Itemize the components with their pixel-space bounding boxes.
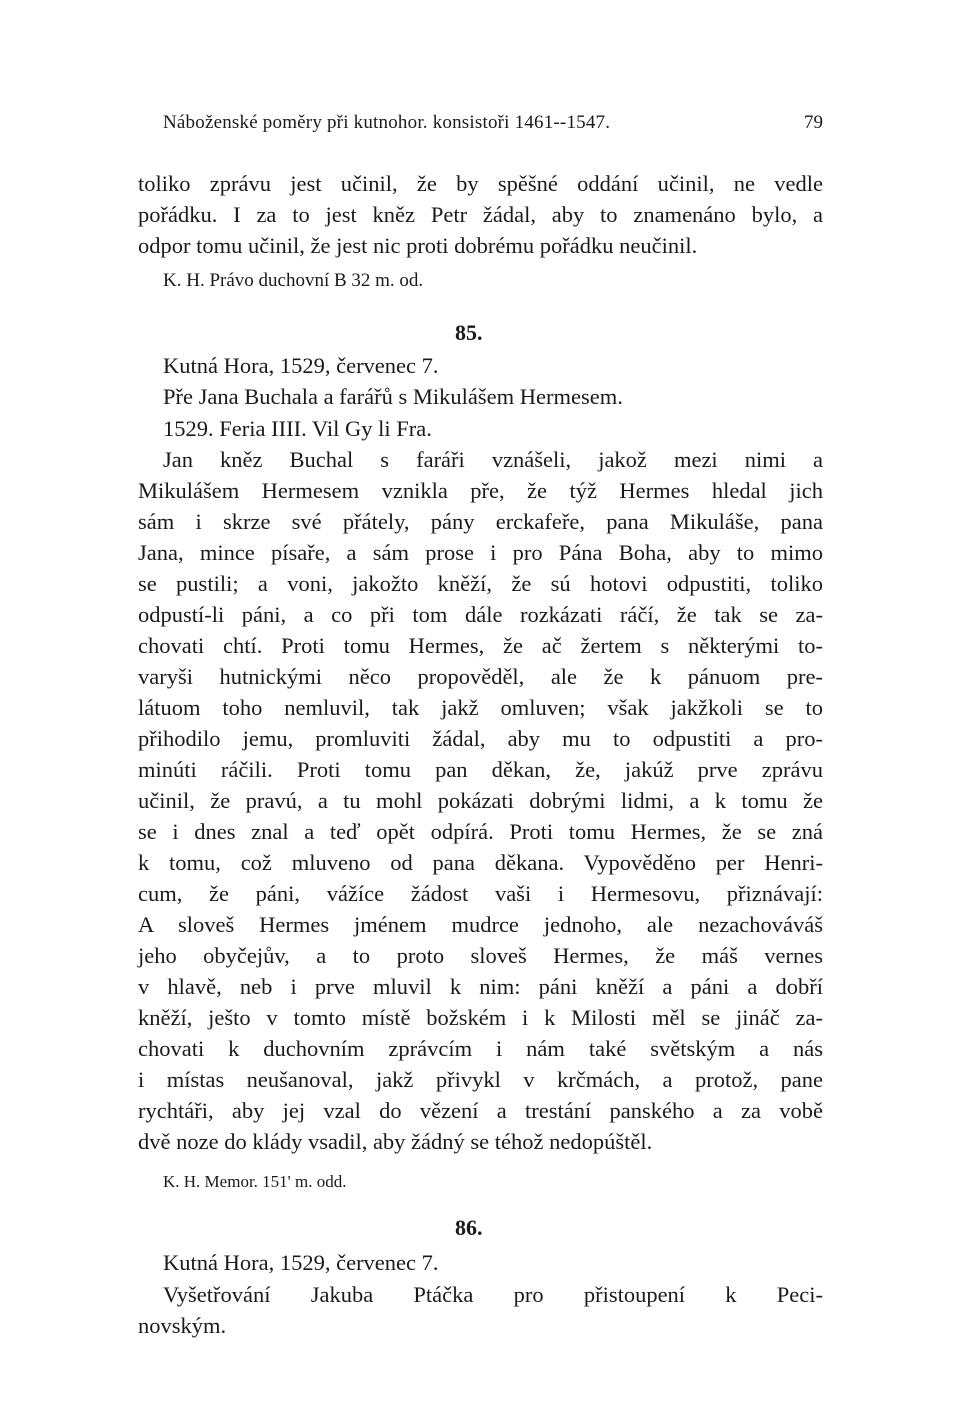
text-line: pořádku. I za to jest kněz Petr žádal, aby to znamenáno bylo, a	[138, 202, 823, 227]
body-line: kněží, ješto v tomto místě božském i k Milosti měl se jináč za-	[138, 1005, 823, 1030]
document-date: Kutná Hora, 1529, červenec 7.	[163, 353, 439, 378]
body-line: varyši hutnickými něco propověděl, ale že k pánuom pre-	[138, 664, 823, 689]
body-line: cum, že páni, vážíce žádost vaši i Hermesovu, přiznávají:	[138, 881, 823, 906]
document-date: Kutná Hora, 1529, červenec 7.	[163, 1250, 439, 1275]
body-line: A sloveš Hermes jménem mudrce jednoho, ale nezachováváš	[138, 912, 823, 937]
source-note: K. H. Memor. 151' m. odd.	[163, 1172, 347, 1191]
body-line: dvě noze do klády vsadil, aby žádný se téhož nedopúštěl.	[138, 1129, 653, 1154]
page-number: 79	[804, 112, 823, 133]
body-line: odpustí-li páni, a co při tom dále rozkázati ráčí, že tak se za-	[138, 602, 823, 627]
text-line: toliko zprávu jest učinil, že by spěšné oddání učinil, ne vedle	[138, 171, 823, 196]
document-number: 86.	[455, 1215, 483, 1240]
body-line: k tomu, což mluveno od pana děkana. Vypověděno per Henri-	[138, 850, 823, 875]
header-title: Náboženské poměry při kutnohor. konsistoři 1461--1547.	[163, 112, 611, 133]
body-line: Mikulášem Hermesem vznikla pře, že týž Hermes hledal jich	[138, 478, 823, 503]
body-line: se i dnes znal a teď opět odpírá. Proti tomu Hermes, že se zná	[138, 819, 823, 844]
document-number: 85.	[455, 320, 483, 345]
running-header	[163, 112, 823, 142]
body-line: látuom toho nemluvil, tak jakž omluven; však jakžkoli se to	[138, 695, 823, 720]
body-line: se pustili; a voni, jakožto kněží, že sú hotovi odpustiti, toliko	[138, 571, 823, 596]
document-subject: Pře Jana Buchala a farářů s Mikulášem Hermesem.	[163, 384, 623, 409]
body-line: chovati k duchovním zprávcím i nám také světským a nás	[138, 1036, 823, 1061]
body-line: rychtáři, aby jej vzal do vězení a trestání panského a za vobě	[138, 1098, 823, 1123]
body-line: sám i skrze své přátely, pány erckafeře, pana Mikuláše, pana	[138, 509, 823, 534]
document-subject-continued: novským.	[138, 1313, 227, 1338]
body-line: i místas neušanoval, jakž přivykl v krčmách, a protož, pane	[138, 1067, 823, 1092]
body-line: jeho obyčejův, a to proto sloveš Hermes, že máš vernes	[138, 943, 823, 968]
body-line: Jana, mince písaře, a sám prose i pro Pána Boha, aby to mimo	[138, 540, 823, 565]
body-line: chovati chtí. Proti tomu Hermes, že ač žertem s některými to-	[138, 633, 823, 658]
document-dating: 1529. Feria IIII. Vil Gy li Fra.	[163, 416, 432, 441]
body-line: v hlavě, neb i prve mluvil k nim: páni kněží a páni a dobří	[138, 974, 823, 999]
body-line: učinil, že pravú, a tu mohl pokázati dobrými lidmi, a k tomu že	[138, 788, 823, 813]
body-line: Jan kněz Buchal s faráři vznášeli, jakož mezi nimi a	[163, 447, 823, 472]
source-note: K. H. Právo duchovní B 32 m. od.	[163, 270, 424, 291]
document-subject: Vyšetřování Jakuba Ptáčka pro přistoupení k Peci-	[163, 1282, 823, 1307]
body-line: minúti ráčili. Proti tomu pan děkan, že, jakúž prve zprávu	[138, 757, 823, 782]
body-line: přihodilo jemu, promluviti žádal, aby mu to odpustiti a pro-	[138, 726, 823, 751]
text-line: odpor tomu učinil, že jest nic proti dobrému pořádku neučinil.	[138, 233, 698, 258]
